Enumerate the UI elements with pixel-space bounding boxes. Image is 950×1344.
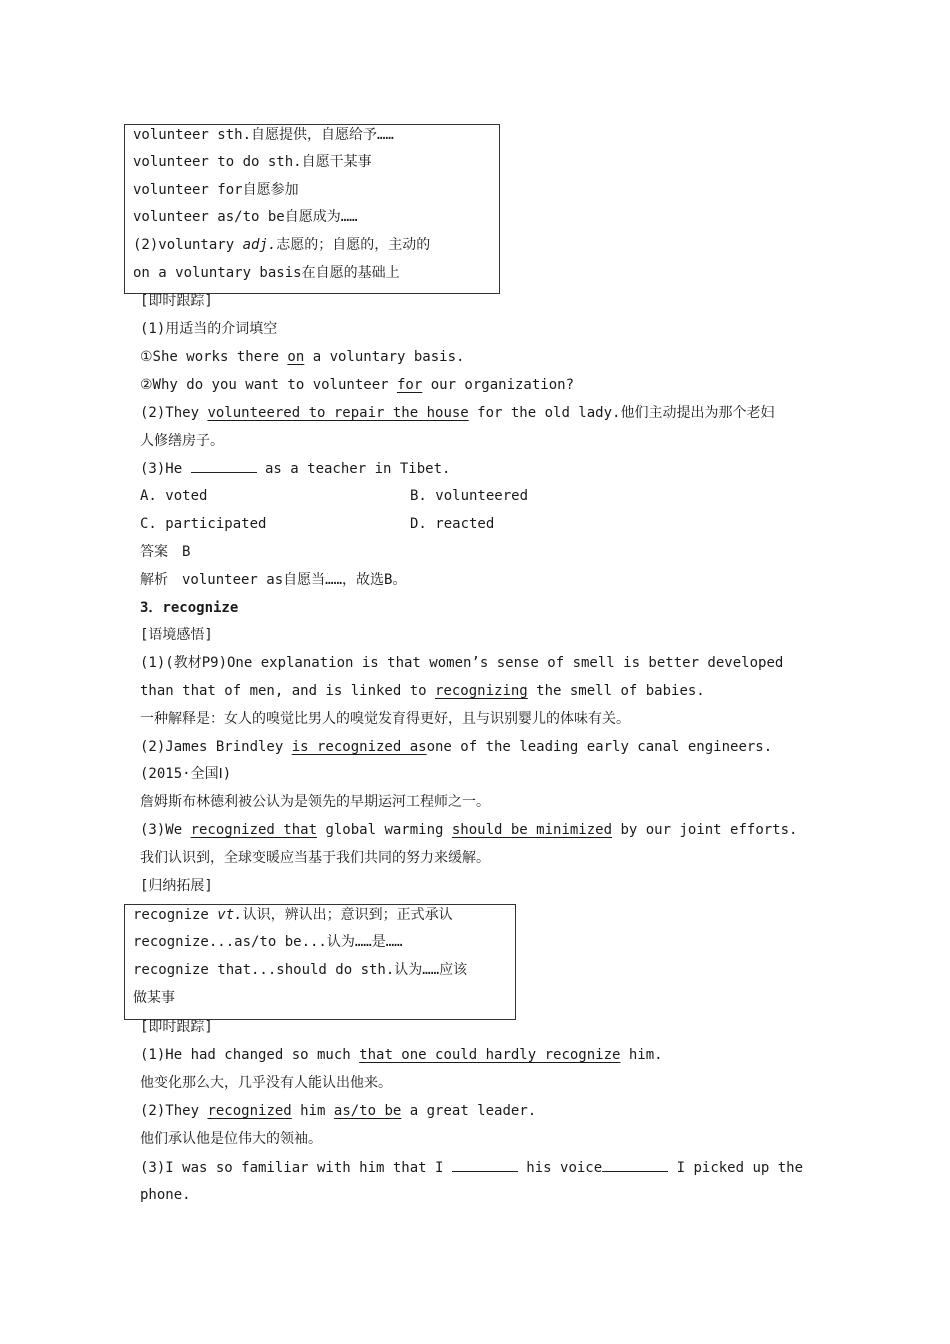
analysis-line: 解析 volunteer as自愿当……，故选B。 [140, 572, 407, 588]
answer: recognized that [190, 822, 318, 838]
text: the smell of babies. [527, 683, 705, 699]
answer: as/to be [333, 1103, 402, 1119]
translation-line: 他们承认他是位伟大的领袖。 [140, 1131, 322, 1147]
question-line [140, 403, 774, 423]
box-line [133, 235, 430, 255]
section-heading: [语境感悟] [140, 627, 213, 643]
note-box-volunteer [124, 124, 500, 294]
option-d: D. reacted [410, 516, 495, 532]
source-line: (2015·全国Ⅰ) [140, 766, 232, 782]
pos-label: vt. [217, 907, 243, 923]
text: ②Why do you want to volunteer [140, 377, 397, 393]
option-a: A. voted [140, 488, 208, 504]
sentence-line [140, 820, 797, 840]
text: than that of men, and is linked to [140, 683, 436, 699]
sentence-line: (1)(教材P9)One explanation is that women’s sense of smell is better developed [140, 655, 784, 671]
answer: should be minimized [451, 822, 613, 838]
question-line [140, 1101, 536, 1121]
text: 认识，辨认出；意识到；正式承认 [242, 907, 453, 923]
option-b: B. volunteered [410, 488, 529, 504]
box-line: 做某事 [133, 990, 175, 1006]
box-line [133, 905, 453, 925]
question-line [140, 375, 574, 395]
text: (2)They [140, 405, 208, 421]
box-line: volunteer sth.自愿提供，自愿给予…… [133, 127, 394, 143]
text: a voluntary basis. [304, 349, 465, 365]
translation-line: 我们认识到，全球变暖应当基于我们共同的努力来缓解。 [140, 850, 490, 866]
box-line: volunteer for自愿参加 [133, 182, 299, 198]
text: recognize [133, 907, 218, 923]
box-line: volunteer as/to be自愿成为…… [133, 209, 358, 225]
fill-blank [602, 1157, 668, 1172]
box-line: volunteer to do sth.自愿干某事 [133, 154, 372, 170]
fill-blank [452, 1157, 518, 1172]
answer: for [396, 377, 423, 393]
sentence-line [140, 681, 705, 701]
translation-line: 一种解释是：女人的嗅觉比男人的嗅觉发育得更好，且与识别婴儿的体味有关。 [140, 711, 630, 727]
pos-label: adj. [242, 237, 277, 253]
text: (2)voluntary [133, 237, 243, 253]
text: (1)He had changed so much [140, 1047, 360, 1063]
box-line: on a voluntary basis在自愿的基础上 [133, 265, 400, 281]
box-line: recognize...as/to be...认为……是…… [133, 934, 403, 950]
sentence-line [140, 737, 772, 757]
question-line [140, 1157, 803, 1178]
answer: on [287, 349, 305, 365]
translation-line: 他变化那么大，几乎没有人能认出他来。 [140, 1075, 392, 1091]
text: a great leader. [401, 1103, 537, 1119]
fill-blank [191, 458, 257, 473]
question-line [140, 458, 450, 479]
question-line [140, 1045, 663, 1065]
option-c: C. participated [140, 516, 267, 532]
text: global warming [317, 822, 452, 838]
note-box-recognize [124, 904, 516, 1020]
text: (3)We [140, 822, 191, 838]
text: for the old lady.他们主动提出为那个老妇 [468, 405, 775, 421]
answer: that one could hardly recognize [359, 1047, 621, 1063]
text: (2)James Brindley [140, 739, 292, 755]
text: (3)He [140, 461, 191, 477]
answer: recognized [207, 1103, 292, 1119]
text: ①She works there [140, 349, 288, 365]
question-line: 人修缮房子。 [140, 433, 224, 449]
section-heading: [归纳拓展] [140, 878, 213, 894]
text: by our joint efforts. [612, 822, 798, 838]
text: (2)They [140, 1103, 208, 1119]
section-title: 3．recognize [140, 600, 239, 616]
question-title: (1)用适当的介词填空 [140, 321, 278, 337]
answer: recognizing [435, 683, 528, 699]
text: one of the leading early canal engineers. [426, 739, 773, 755]
section-heading: [即时跟踪] [140, 1019, 213, 1035]
answer-line: 答案 B [140, 544, 191, 560]
text: our organization? [422, 377, 574, 393]
text: (3)I was so familiar with him that I [140, 1160, 452, 1176]
text: 志愿的；自愿的，主动的 [276, 237, 431, 253]
question-line: phone. [140, 1187, 191, 1203]
translation-line: 詹姆斯布林德利被公认为是领先的早期运河工程师之一。 [140, 794, 490, 810]
section-heading: [即时跟踪] [140, 293, 213, 309]
text: his voice [517, 1160, 603, 1176]
text: him. [620, 1047, 663, 1063]
text: as a teacher in Tibet. [256, 461, 451, 477]
box-line: recognize that...should do sth.认为……应该 [133, 962, 468, 978]
text: him [291, 1103, 334, 1119]
answer: is recognized as [291, 739, 427, 755]
answer: volunteered to repair the house [207, 405, 469, 421]
question-line [140, 347, 464, 367]
text: I picked up the [668, 1160, 804, 1176]
